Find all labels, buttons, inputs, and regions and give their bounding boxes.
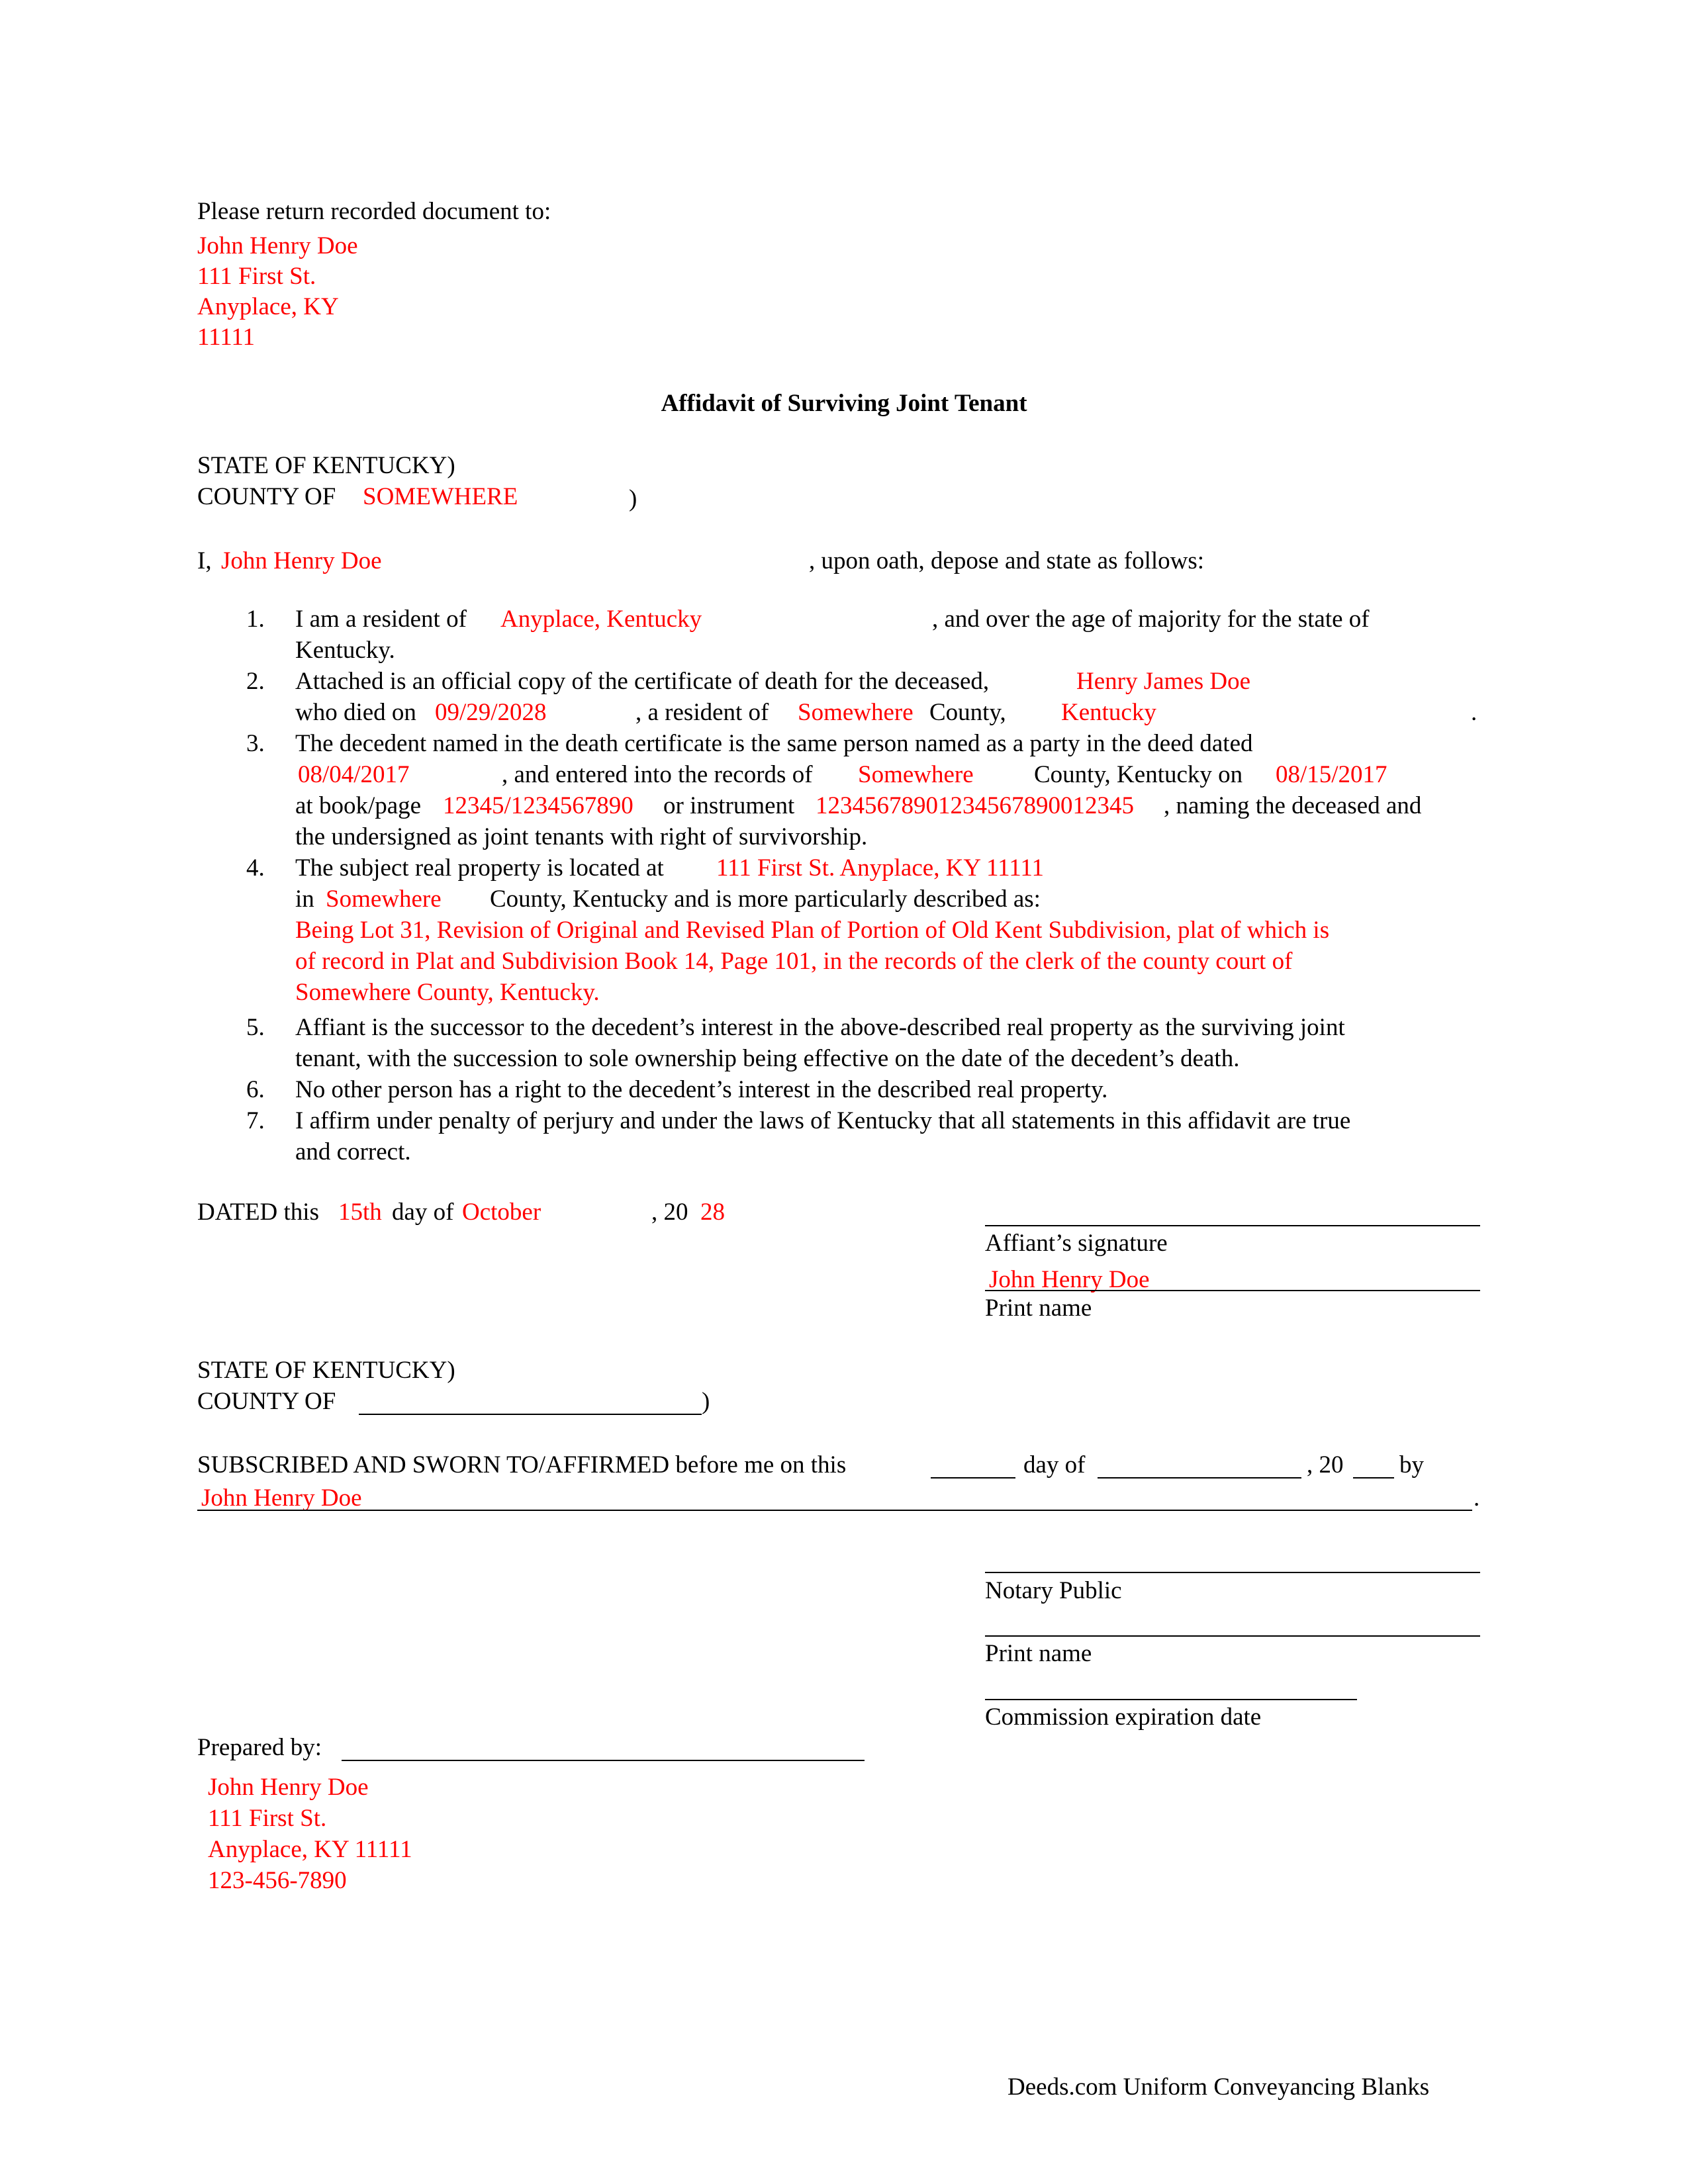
item3-text-c: County, Kentucky on [1034,761,1243,788]
venue2-state: STATE OF KENTUCKY) [197,1357,455,1384]
item3-text-d: at book/page [295,792,422,819]
item1-text-b: , and over the age of majority for the state of [932,606,1370,633]
dated-label: DATED this [197,1199,319,1226]
item2-period: . [1471,699,1477,726]
item-number: 5. [246,1014,265,1041]
decedent-state: Kentucky [1061,699,1156,726]
dated-day: 15th [338,1199,382,1226]
notary-print-line [985,1635,1480,1637]
item-number: 6. [246,1076,265,1103]
notary-print-label: Print name [985,1640,1092,1667]
print-name-label: Print name [985,1295,1092,1322]
commission-label: Commission expiration date [985,1704,1262,1731]
jurat-text: SUBSCRIBED AND SWORN TO/AFFIRMED before me on this [197,1451,847,1479]
item2-text-b: who died on [295,699,416,726]
venue-paren: ) [629,485,637,512]
venue-county-label: COUNTY OF [197,483,336,510]
dated-year-prefix: , 20 [651,1199,688,1226]
book-page: 12345/1234567890 [443,792,633,819]
item-number: 4. [246,854,265,882]
decedent-name: Henry James Doe [1076,668,1251,695]
print-name-value: John Henry Doe [989,1266,1150,1293]
jurat-by: by [1399,1451,1424,1479]
property-address: 111 First St. Anyplace, KY 11111 [716,854,1045,882]
notary-line [985,1572,1480,1573]
intro-prefix: I, [197,547,212,574]
return-city-state: Anyplace, KY [197,293,339,320]
item3-text-e: or instrument [663,792,795,819]
instrument-number: 12345678901234567890012345 [816,792,1134,819]
legal-description: Somewhere County, Kentucky. [295,979,600,1006]
item7-text-b: and correct. [295,1138,411,1165]
item3-text-g: the undersigned as joint tenants with right of survivorship. [295,823,868,850]
item5-text-b: tenant, with the succession to sole ownership being effective on the date of the decedent’s death. [295,1045,1240,1072]
item3-text-b: , and entered into the records of [502,761,813,788]
venue-county-value: SOMEWHERE [363,483,518,510]
item-number: 1. [246,606,265,633]
item7-text: I affirm under penalty of perjury and under the laws of Kentucky that all statements in this affidavit are true [295,1107,1351,1134]
jurat-day-blank [931,1477,1015,1479]
preparer-street: 111 First St. [208,1805,327,1832]
commission-line [985,1699,1357,1700]
intro-suffix: , upon oath, depose and state as follows: [809,547,1205,574]
jurat-period: . [1474,1484,1480,1512]
deed-date: 08/04/2017 [298,761,410,788]
document-title: Affidavit of Surviving Joint Tenant [661,390,1027,417]
signature-line [985,1225,1480,1226]
death-date: 09/29/2028 [435,699,547,726]
item2-text-c: , a resident of [635,699,769,726]
return-zip: 11111 [197,324,256,351]
legal-description: Being Lot 31, Revision of Original and Revised Plan of Portion of Old Kent Subdivision, plat of which is [295,917,1330,944]
prepared-by-line [342,1760,865,1761]
preparer-city: Anyplace, KY 11111 [208,1836,412,1863]
record-county: Somewhere [858,761,974,788]
item1-residence: Anyplace, Kentucky [500,606,702,633]
legal-description: of record in Plat and Subdivision Book 14, Page 101, in the records of the clerk of the county court of [295,948,1293,975]
venue-state: STATE OF KENTUCKY) [197,452,455,479]
item3-text-f: , naming the deceased and [1164,792,1422,819]
item-number: 7. [246,1107,265,1134]
jurat-year-blank [1353,1477,1394,1479]
jurat-month-blank [1098,1477,1301,1479]
item-number: 2. [246,668,265,695]
venue2-county-label: COUNTY OF [197,1388,336,1415]
item1-text-c: Kentucky. [295,637,395,664]
record-date: 08/15/2017 [1276,761,1387,788]
item2-text: Attached is an official copy of the certificate of death for the deceased, [295,668,990,695]
item6-text: No other person has a right to the decedent’s interest in the described real property. [295,1076,1108,1103]
dated-month: October [462,1199,541,1226]
return-to-label: Please return recorded document to: [197,198,551,225]
print-name-line [985,1290,1480,1291]
jurat-name-line [197,1510,1472,1511]
item-number: 3. [246,730,265,757]
preparer-name: John Henry Doe [208,1774,369,1801]
item4-text: The subject real property is located at [295,854,664,882]
return-name: John Henry Doe [197,232,358,259]
footer-brand: Deeds.com Uniform Conveyancing Blanks [1008,2073,1430,2101]
return-street: 111 First St. [197,263,316,290]
item3-text: The decedent named in the death certificate is the same person named as a party in the deed dated [295,730,1253,757]
dated-dayof: day of [392,1199,454,1226]
jurat-name: John Henry Doe [201,1484,362,1512]
dated-year: 28 [700,1199,725,1226]
decedent-county: Somewhere [798,699,914,726]
signature-label: Affiant’s signature [985,1230,1168,1257]
notary-label: Notary Public [985,1577,1122,1604]
item5-text: Affiant is the successor to the decedent’s interest in the above-described real property as the surviving joint [295,1014,1345,1041]
item4-text-b: in [295,886,314,913]
preparer-phone: 123-456-7890 [208,1867,347,1894]
item1-text: I am a resident of [295,606,467,633]
venue2-paren: ) [702,1388,710,1415]
affiant-name: John Henry Doe [221,547,382,574]
property-county: Somewhere [326,886,442,913]
item2-text-d: County, [929,699,1006,726]
jurat-year-prefix: , 20 [1307,1451,1344,1479]
item4-text-c: County, Kentucky and is more particularly described as: [490,886,1041,913]
venue2-county-blank [359,1414,702,1415]
jurat-dayof: day of [1023,1451,1086,1479]
prepared-by-label: Prepared by: [197,1734,322,1761]
